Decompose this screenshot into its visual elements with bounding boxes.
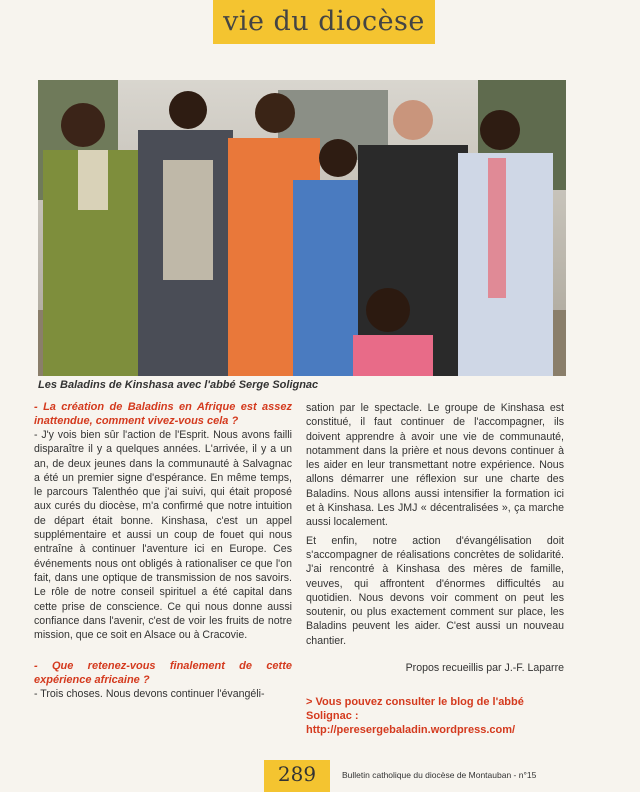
interview-question: - Que retenez-vous finalement de cette expérience africaine ?: [34, 660, 292, 686]
article-column-left: [34, 401, 292, 702]
interview-answer: - J'y vois bien sûr l'action de l'Esprit. Nous avons failli disparaître il y a quelques années. L'arrivée, il y a un an, de deux jeunes dans la communauté à Salvagnac a été un premier signe d'espérance. En même temps, le parcours Talenthéo que j'ai suivi, qui était proposé aux curés du diocèse, m'a confirmé que notre intuition de départ était bonne. Kinshasa, c'est un appel supplémentaire et aussi un coup de fouet qui nous entraîne à continuer l'aventure ici en Europe. Ces événements nous ont obligés à rationaliser ce que l'on fait, dans une optique de transmission de nos savoirs. Le rôle de notre conseil spirituel a été capital dans cette prise de conscience. Ce qui nous donne aussi confiance dans l'avenir, c'est de voir les fruits de notre mission, que ce soit en Alsace ou à Cracovie.: [34, 429, 292, 642]
publication-name: Bulletin catholique du diocèse de Montauban - n°15: [342, 770, 537, 780]
author-signature: Propos recueillis par J.-F. Laparre: [405, 662, 564, 675]
section-title: vie du diocèse: [223, 6, 425, 37]
article-column-right: [306, 401, 564, 737]
group-photo: [38, 80, 566, 376]
photo-illustration: [38, 80, 566, 376]
page-number: 289: [277, 762, 317, 786]
blog-link[interactable]: > Vous pouvez consulter le blog de l'abbé Solignac : http://peresergebaladin.wordpress.com/: [306, 696, 524, 737]
interview-question: - La création de Baladins en Afrique est assez inattendue, comment vivez-vous cela ?: [34, 401, 292, 427]
interview-answer: - Trois choses. Nous devons continuer l'évangéli-: [34, 688, 265, 701]
article-paragraph: Et enfin, notre action d'évangélisation doit s'accompagner de réalisations concrètes de solidarité. J'ai rencontré à Kinshasa des mères de famille, veuves, qui affrontent d'énormes difficultés au quotidien. Nous devons voir comment on peut les soutenir, ou plus exactement comment sur place, les Baladins peuvent les aider. C'est aussi un nouveau chantier.: [306, 534, 564, 647]
photo-caption: Les Baladins de Kinshasa avec l'abbé Serge Solignac: [38, 379, 319, 391]
article-paragraph: sation par le spectacle. Le groupe de Kinshasa est constitué, il faut continuer de l'accompagner, ils doivent apprendre à avoir une vie de communauté, notamment dans la prière et nous devons continuer à les aider en leur transmettant notre expérience. Nous allons démarrer une réflexion sur une charte des Baladins. Nous allons aussi intensifier la formation ici et à Kinshasa. Les JMJ « décentralisées », ça marche aussi localement.: [306, 402, 564, 529]
